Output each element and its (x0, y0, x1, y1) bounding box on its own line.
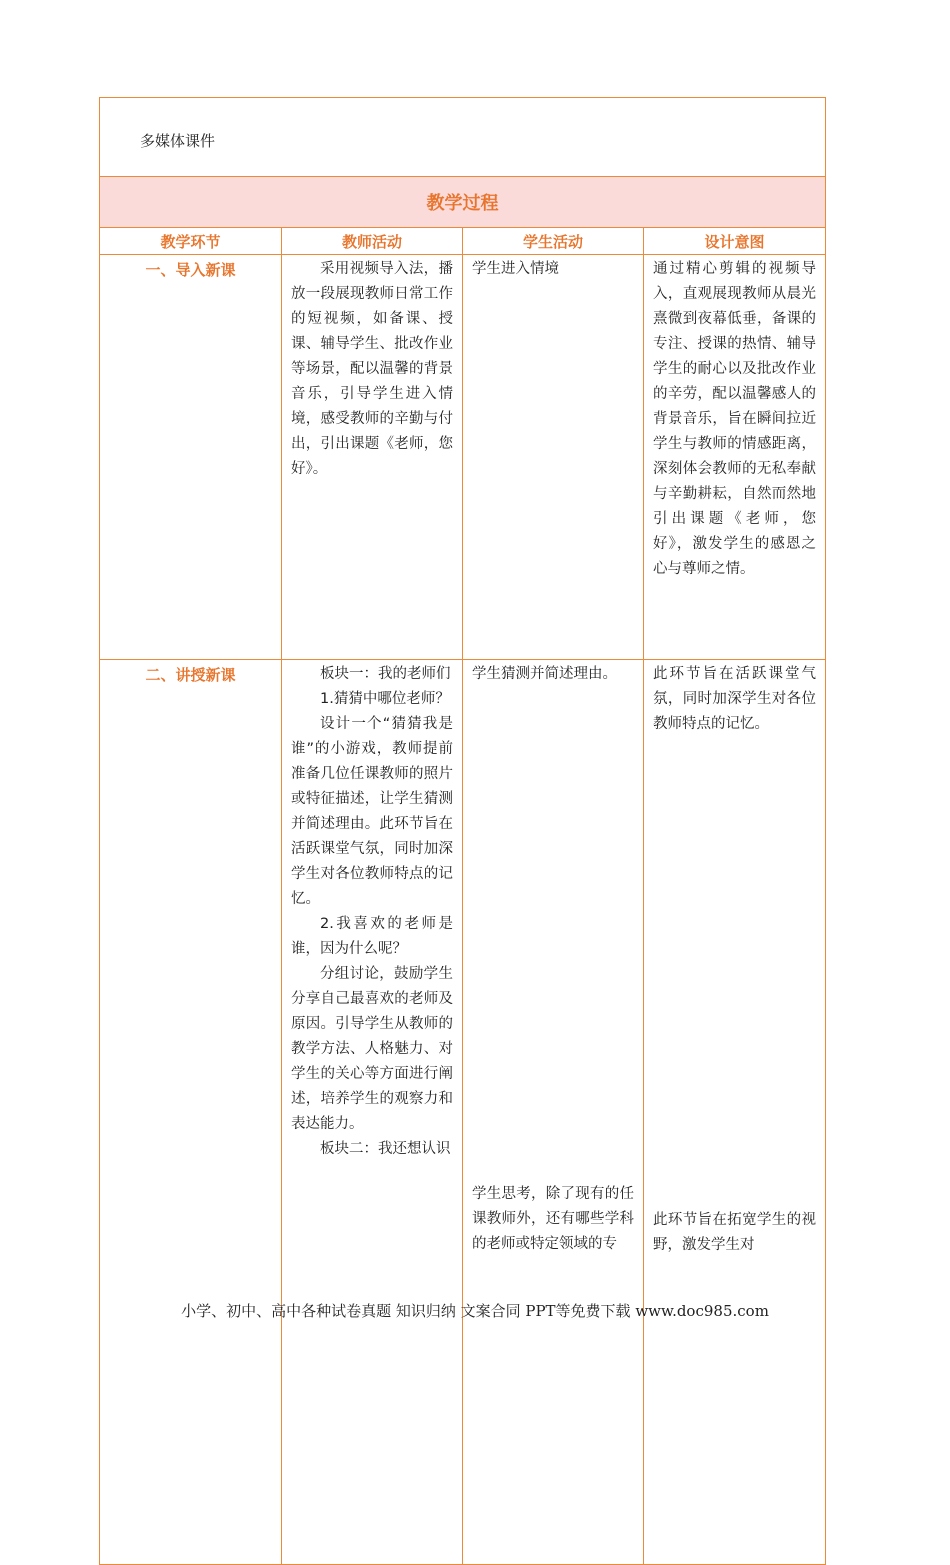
teacher-activity-text: 采用视频导入法，播放一段展现教师日常工作的短视频，如备课、授课、辅导学生、批改作业等场景，配以温馨的背景音乐，引导学生进入情境，感受教师的辛勤与付出，引出课题《老师，您好》。 (291, 261, 453, 477)
teacher-activity-text: 2.我喜欢的老师是谁，因为什么呢？ (291, 916, 453, 957)
resources-cell: 多媒体课件 (100, 98, 826, 177)
section-title: 教学过程 (100, 177, 826, 228)
student-activity-cell (463, 255, 644, 660)
column-header-intent: 设计意图 (644, 228, 826, 255)
column-header-row (100, 228, 826, 255)
student-activity-text: 学生进入情境 (472, 261, 559, 277)
teacher-activity-text: 板块二：我还想认识 (320, 1141, 451, 1157)
table-row (100, 660, 826, 1565)
design-intent-cell (644, 660, 826, 1565)
lesson-plan-table (99, 97, 826, 1565)
column-header-teacher: 教师活动 (282, 228, 463, 255)
design-intent-text: 通过精心剪辑的视频导入，直观展现教师从晨光熹微到夜幕低垂，备课的专注、授课的热情、辅导学生的耐心以及批改作业的辛劳，配以温馨感人的背景音乐，旨在瞬间拉近学生与教师的情感距离，深刻体会教师的无私奉献与辛勤耕耘，自然而然地引出课题《老师，您好》，激发学生的感恩之心与尊师之情。 (653, 261, 817, 577)
teacher-activity-cell (282, 255, 463, 660)
column-header-stage: 教学环节 (100, 228, 282, 255)
table-row (100, 255, 826, 660)
student-activity-cell (463, 660, 644, 1565)
teacher-activity-cell (282, 660, 463, 1565)
page-footer: 小学、初中、高中各种试卷真题 知识归纳 文案合同 PPT等免费下载 www.doc985.com (181, 1302, 769, 1320)
teacher-activity-text: 1.猜猜中哪位老师？ (320, 691, 450, 707)
stage-label: 二、讲授新课 (100, 660, 282, 1565)
teacher-activity-text: 板块一：我的老师们 (320, 666, 451, 682)
section-title-row (100, 177, 826, 228)
design-intent-text: 此环节旨在拓宽学生的视野，激发学生对 (653, 1212, 817, 1253)
design-intent-text: 此环节旨在活跃课堂气氛，同时加深学生对各位教师特点的记忆。 (653, 666, 817, 732)
student-activity-text: 学生猜测并简述理由。 (472, 666, 617, 682)
column-header-student: 学生活动 (463, 228, 644, 255)
teacher-activity-text: 设计一个“猜猜我是谁”的小游戏，教师提前准备几位任课教师的照片或特征描述，让学生猜测并简述理由。此环节旨在活跃课堂气氛，同时加深学生对各位教师特点的记忆。 (291, 716, 453, 907)
design-intent-cell (644, 255, 826, 660)
student-activity-text: 学生思考，除了现有的任课教师外，还有哪些学科的老师或特定领域的专 (472, 1186, 634, 1252)
stage-label: 一、导入新课 (100, 255, 282, 660)
teacher-activity-text: 分组讨论，鼓励学生分享自己最喜欢的老师及原因。引导学生从教师的教学方法、人格魅力、对学生的关心等方面进行阐述，培养学生的观察力和表达能力。 (291, 966, 453, 1132)
resources-row (100, 98, 826, 177)
